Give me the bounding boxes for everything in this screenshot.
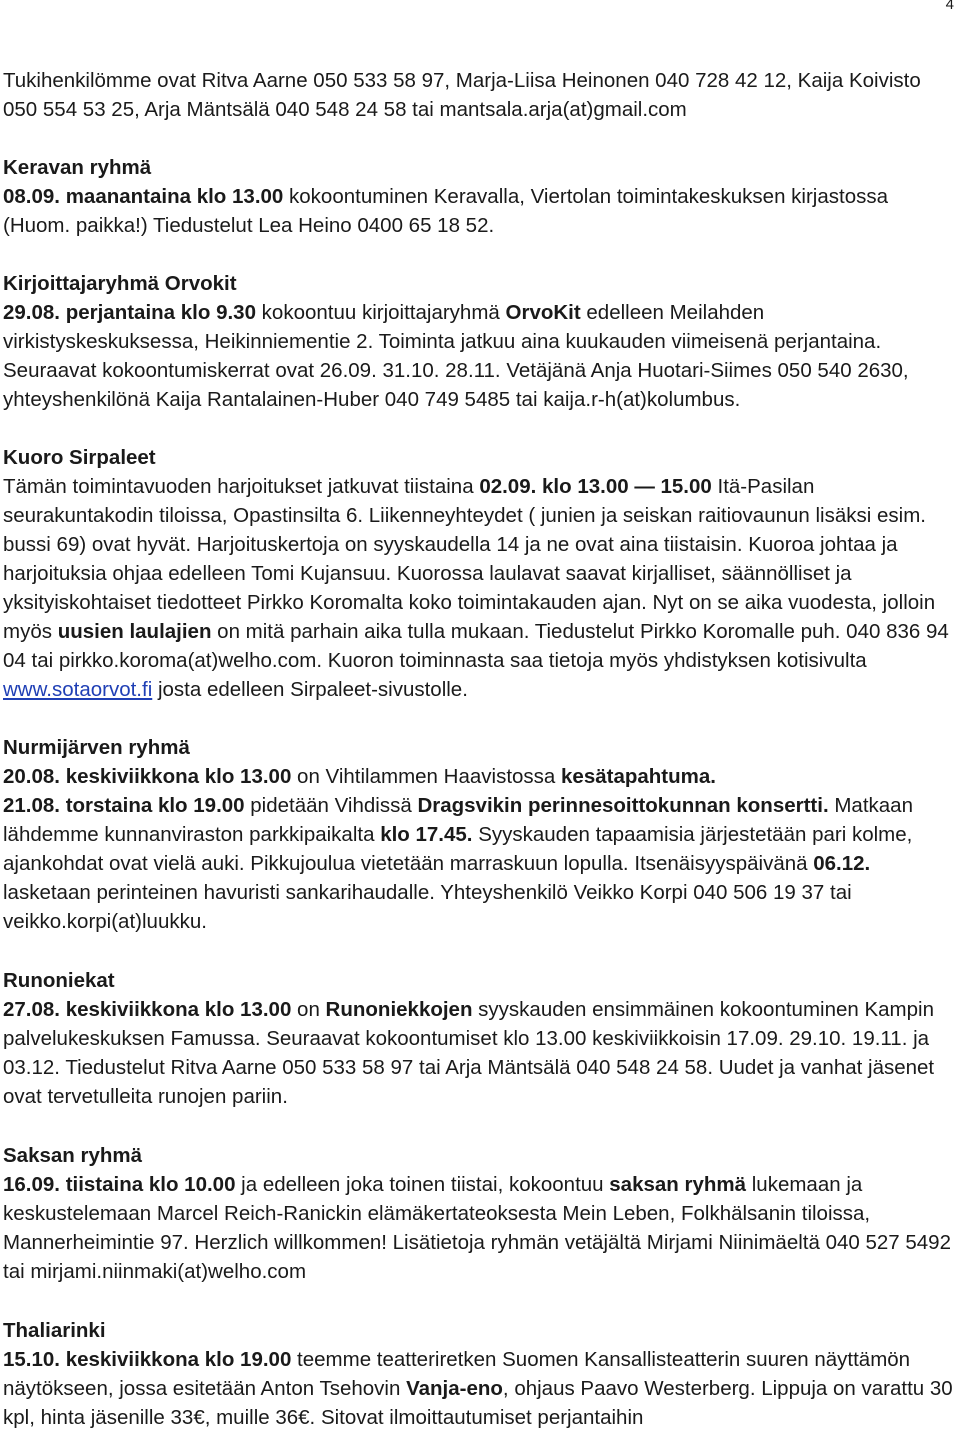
saksan-group-name: saksan ryhmä [609, 1173, 747, 1196]
runoniekat-paragraph [3, 995, 958, 1111]
thaliarinki-paragraph [3, 1345, 958, 1432]
thaliarinki-section [3, 1316, 958, 1432]
thaliarinki-text-2: , ohjaus Paavo Westerberg. Lippuja on varattu 30 kpl, hinta jäsenille 33€, muille 36€. Sitovat ilmoittautumiset perjantaihin [3, 1377, 953, 1429]
saksan-section [3, 1141, 958, 1286]
runoniekat-group-name: Runoniekkojen [325, 998, 473, 1021]
spacer [3, 936, 958, 966]
saksan-heading: Saksan ryhmä [3, 1144, 143, 1167]
nurmijarvi-text-2: pidetään Vihdissä [244, 794, 418, 817]
thaliarinki-heading: Thaliarinki [3, 1319, 106, 1342]
nurmijarvi-departure-time: klo 17.45. [380, 823, 473, 846]
kirjoittaja-heading: Kirjoittajaryhmä Orvokit [3, 272, 237, 295]
nurmijarvi-text-4: Syyskauden tapaamisia järjestetään pari kolme, ajankohdat ovat vielä auki. Pikkujoulua vietetään marraskuun lopulla. Itsenäisyyspäivänä [3, 823, 913, 875]
kirjoittaja-paragraph [3, 298, 958, 414]
page-number: 4 [945, 0, 954, 13]
runoniekat-date: 27.08. keskiviikkona klo 13.00 [3, 998, 292, 1021]
spacer [3, 1111, 958, 1141]
nurmijarvi-event-1: kesätapahtuma. [561, 765, 716, 788]
nurmijarvi-concert: Dragsvikin perinnesoittokunnan konsertti. [417, 794, 829, 817]
nurmijarvi-section [3, 733, 958, 936]
nurmijarvi-text-5: lasketaan perinteinen havuristi sankarihaudalle. Yhteyshenkilö Veikko Korpi 040 506 19 37 tai veikko.korpi(at)luukku. [3, 881, 852, 933]
spacer [3, 124, 958, 153]
keravan-paragraph [3, 182, 958, 240]
keravan-section [3, 153, 958, 240]
saksan-text-2: lukemaan ja keskustelemaan Marcel Reich-Ranickin elämäkertateoksesta Mein Leben, Folkhälsanin tiloissa, Mannerheimintie 97. Herzlich willkommen! Lisätietoja ryhmän vetäjältä Mirjami Niinimäeltä 040 527 5492 tai mirjami.niinmaki(at)welho.com [3, 1173, 951, 1283]
nurmijarvi-independence-date: 06.12. [813, 852, 871, 875]
runoniekat-text-2: syyskauden ensimmäinen kokoontuminen Kampin palvelukeskuksen Famussa. Seuraavat kokoontumiset klo 13.00 keskiviikkoisin 17.09. 29.10. 19.11. ja 03.12. Tiedustelut Ritva Aarne 050 533 58 97 tai Arja Mäntsälä 040 548 24 58. Uudet ja vanhat jäsenet ovat tervetulleita runojen pariin. [3, 998, 935, 1108]
keravan-heading: Keravan ryhmä [3, 156, 152, 179]
nurmijarvi-text-3: Matkaan lähdemme kunnanviraston parkkipaikalta [3, 794, 913, 846]
nurmijarvi-line-2 [3, 791, 958, 936]
spacer [3, 414, 958, 443]
kuoro-heading: Kuoro Sirpaleet [3, 446, 156, 469]
kirjoittaja-text-2: edelleen Meilahden virkistyskeskuksessa, Heikinniementie 2. Toiminta jatkuu aina kuukauden viimeisenä perjantaina. Seuraavat kokoontumiskerrat ovat 26.09. 31.10. 28.11. Vetäjänä Anja Huotari-Siimes 050 540 2630, yhteyshenkilönä Kaija Rantalainen-Huber 040 749 5485 tai kaija.r-h(at)kolumbus. [3, 301, 909, 411]
spacer [3, 1286, 958, 1316]
kirjoittaja-date: 29.08. perjantaina klo 9.30 [3, 301, 256, 324]
kirjoittaja-section [3, 269, 958, 414]
kuoro-date: 02.09. klo 13.00 — 15.00 [479, 475, 712, 498]
keravan-date: 08.09. maanantaina klo 13.00 [3, 185, 284, 208]
nurmijarvi-line-1 [3, 762, 958, 791]
runoniekat-section [3, 966, 958, 1111]
orvokit-name: OrvoKit [505, 301, 581, 324]
thaliarinki-date: 15.10. keskiviikkona klo 19.00 [3, 1348, 292, 1371]
nurmijarvi-heading: Nurmijärven ryhmä [3, 736, 190, 759]
kuoro-text-2: Itä-Pasilan seurakuntakodin tiloissa, Opastinsilta 6. Liikenneyhteydet ( junien ja seiskan raitiovaunun lisäksi esim. bussi 69) ovat hyvät. Harjoituskertoja on syyskaudella 14 ja ne ovat aina tiistaisin. Kuoroa johtaa ja harjoituksia ohjaa edelleen Tomi Kujansuu. Kuorossa laulavat saavat kirjalliset, säännölliset ja yksityiskohtaiset tiedotteet Pirkko Koromalta koko toimintakauden ajan. Nyt on se aika vuodesta, jolloin myös [3, 475, 936, 643]
play-title: Vanja-eno [406, 1377, 503, 1400]
intro-paragraph: Tukihenkilömme ovat Ritva Aarne 050 533 58 97, Marja-Liisa Heinonen 040 728 42 12, Kaija Koivisto 050 554 53 25, Arja Mäntsälä 040 548 24 58 tai mantsala.arja(at)gmail.com [3, 69, 921, 121]
kuoro-text-1: Tämän toimintavuoden harjoitukset jatkuvat tiistaina [3, 475, 480, 498]
saksan-paragraph [3, 1170, 958, 1286]
saksan-text-1: ja edelleen joka toinen tiistai, kokoontuu [235, 1173, 610, 1196]
nurmijarvi-date-1: 20.08. keskiviikkona klo 13.00 [3, 765, 292, 788]
kuoro-new-singers: uusien laulajien [57, 620, 212, 643]
spacer [3, 704, 958, 733]
saksan-date: 16.09. tiistaina klo 10.00 [3, 1173, 236, 1196]
kirjoittaja-text-1: kokoontuu kirjoittajaryhmä [255, 301, 506, 324]
website-link[interactable]: www.sotaorvot.fi [3, 678, 153, 701]
runoniekat-text-1: on [291, 998, 326, 1021]
keravan-text: kokoontuminen Keravalla, Viertolan toimintakeskuksen kirjastossa (Huom. paikka!) Tiedustelut Lea Heino 0400 65 18 52. [3, 185, 889, 237]
nurmijarvi-text-1: on Vihtilammen Haavistossa [291, 765, 562, 788]
kuoro-text-3: on mitä parhain aika tulla mukaan. Tiedustelut Pirkko Koromalle puh. 040 836 94 04 tai pirkko.koroma(at)welho.com. Kuoron toiminnasta saa tietoja myös yhdistyksen kotisivulta [3, 620, 949, 672]
thaliarinki-text-1: teemme teatteriretken Suomen Kansallisteatterin suuren näyttämön näytökseen, jossa esitetään Anton Tsehovin [3, 1348, 911, 1400]
kuoro-section [3, 443, 958, 704]
kuoro-text-4: josta edelleen Sirpaleet-sivustolle. [152, 678, 468, 701]
kuoro-paragraph [3, 472, 958, 704]
runoniekat-heading: Runoniekat [3, 969, 115, 992]
document-body [3, 66, 958, 1432]
spacer [3, 240, 958, 269]
nurmijarvi-date-2: 21.08. torstaina klo 19.00 [3, 794, 245, 817]
